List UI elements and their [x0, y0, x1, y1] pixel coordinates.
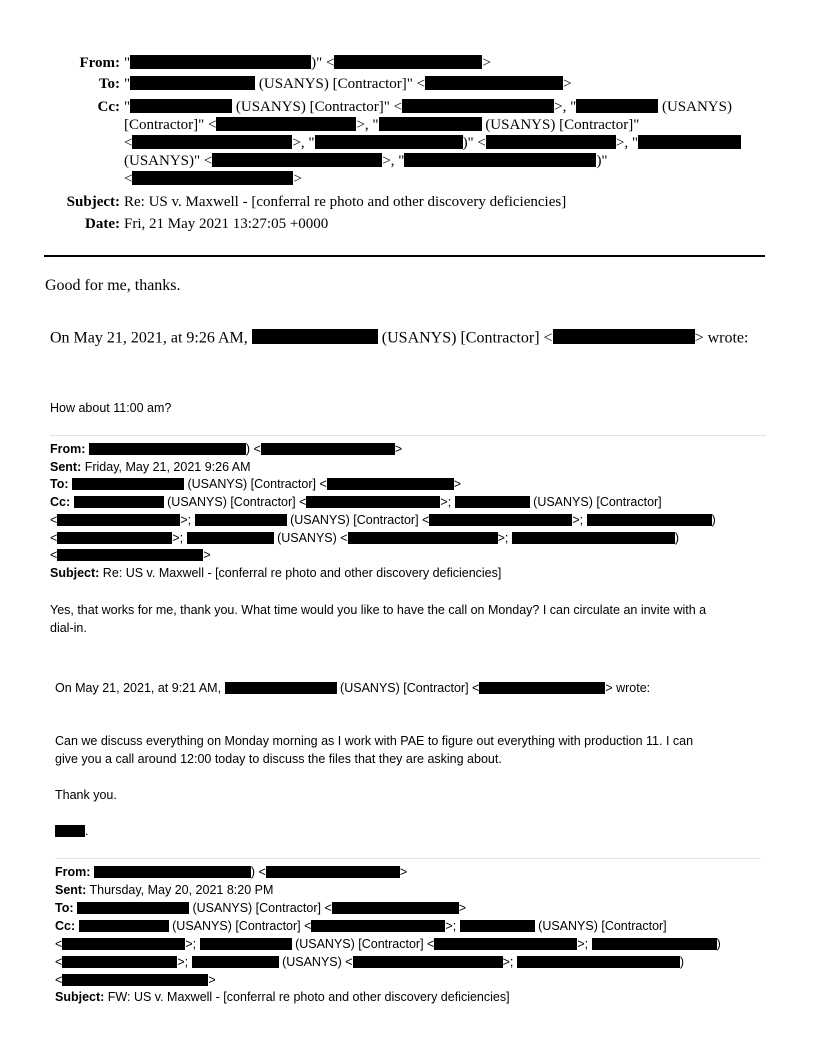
redaction — [486, 135, 616, 149]
msg1-cc-4: < > — [50, 548, 211, 562]
msg3-cc-4: < > — [55, 973, 216, 987]
msg1-subject: Subject: Re: US v. Maxwell - [conferral re photo and other discovery deficiencies] — [50, 566, 502, 580]
msg2-signature: . — [55, 822, 88, 840]
redaction — [402, 99, 554, 113]
redaction — [512, 532, 675, 544]
redaction — [517, 956, 680, 968]
redaction — [638, 135, 741, 149]
msg1-sent: Sent: Friday, May 21, 2021 9:26 AM — [50, 460, 251, 474]
redaction — [379, 117, 482, 131]
date-value: Fri, 21 May 2021 13:27:05 +0000 — [124, 216, 329, 232]
msg1-from: From: ) < > — [50, 442, 403, 456]
quoted-intro-1: On May 21, 2021, at 9:26 AM, (USANYS) [Contractor] < > wrote: — [50, 329, 749, 347]
redaction — [94, 866, 251, 878]
redaction — [348, 532, 498, 544]
redaction — [576, 99, 658, 113]
redaction — [332, 902, 459, 914]
redaction — [266, 866, 400, 878]
redaction — [261, 443, 395, 455]
cc-line-3: < >, " )" < >, " — [124, 134, 741, 152]
msg2-thanks: Thank you. — [55, 788, 117, 802]
redaction — [311, 920, 445, 932]
msg1-cc-3: < >; (USANYS) < >; ) — [50, 531, 680, 545]
msg3-cc-3: < >; (USANYS) < >; ) — [55, 955, 685, 969]
redaction — [216, 117, 356, 131]
redaction — [79, 920, 169, 932]
redaction — [192, 956, 279, 968]
redaction — [132, 171, 293, 185]
redaction — [455, 496, 530, 508]
msg1-body-1: Yes, that works for me, thank you. What time would you like to have the call on Monday? I can circulate an invite with a — [50, 603, 707, 617]
redaction — [592, 938, 717, 950]
redaction — [130, 55, 311, 69]
redaction — [434, 938, 577, 950]
redaction — [74, 496, 164, 508]
msg1-body-2: dial-in. — [50, 621, 87, 635]
quoted-intro-2: On May 21, 2021, at 9:21 AM, (USANYS) [Contractor] < > wrote: — [55, 681, 651, 695]
msg3-cc-2: < >; (USANYS) [Contractor] < >; ) — [55, 937, 721, 951]
redaction — [132, 135, 292, 149]
subject-value: Re: US v. Maxwell - [conferral re photo and other discovery deficiencies] — [124, 194, 567, 210]
header-divider — [44, 255, 765, 257]
redaction — [72, 478, 184, 490]
msg3-cc-1: Cc: (USANYS) [Contractor] < >; (USANYS) [Contractor] — [55, 919, 667, 933]
redaction — [130, 99, 232, 113]
redaction — [57, 514, 180, 526]
redaction — [315, 135, 463, 149]
cc-line-2: [Contractor]" < >, " (USANYS) [Contractor]" — [124, 117, 640, 133]
redaction — [587, 514, 712, 526]
from-value: " )" < > — [124, 55, 491, 71]
cc-line-4: (USANYS)" < >, " )" — [124, 153, 608, 169]
msg3-sent: Sent: Thursday, May 20, 2021 8:20 PM — [55, 883, 274, 897]
redaction — [425, 76, 563, 90]
redaction — [212, 153, 382, 167]
redaction — [252, 329, 378, 344]
to-value: " (USANYS) [Contractor]" < > — [124, 76, 572, 92]
redaction — [62, 938, 185, 950]
msg1-to: To: (USANYS) [Contractor] < > — [50, 477, 462, 491]
redaction — [225, 682, 337, 694]
redaction — [353, 956, 503, 968]
separator — [50, 435, 766, 436]
redaction — [200, 938, 292, 950]
redaction — [195, 514, 287, 526]
redaction — [89, 443, 246, 455]
redaction — [62, 974, 208, 986]
redaction — [55, 825, 85, 837]
msg1-cc-1: Cc: (USANYS) [Contractor] < >; (USANYS) [Contractor] — [50, 495, 662, 509]
reply-text: Good for me, thanks. — [45, 277, 181, 294]
redaction — [334, 55, 482, 69]
redaction — [479, 682, 605, 694]
how-about-text: How about 11:00 am? — [50, 401, 172, 415]
redaction — [187, 532, 274, 544]
cc-line-1: " (USANYS) [Contractor]" < >, " (USANYS) — [124, 99, 732, 115]
msg2-body-2: give you a call around 12:00 today to discuss the files that they are asking about. — [55, 752, 502, 766]
msg3-subject: Subject: FW: US v. Maxwell - [conferral re photo and other discovery deficiencies] — [55, 990, 510, 1004]
redaction — [553, 329, 695, 344]
redaction — [404, 153, 596, 167]
msg1-cc-2: < >; (USANYS) [Contractor] < >; ) — [50, 513, 716, 527]
redaction — [62, 956, 177, 968]
msg2-body-1: Can we discuss everything on Monday morning as I work with PAE to figure out everything with production 11. I can — [55, 734, 694, 748]
msg3-to: To: (USANYS) [Contractor] < > — [55, 901, 467, 915]
redaction — [77, 902, 189, 914]
redaction — [130, 76, 255, 90]
redaction — [327, 478, 454, 490]
msg3-from: From: ) < > — [55, 865, 408, 879]
redaction — [306, 496, 440, 508]
redaction — [429, 514, 572, 526]
cc-line-5: < > — [124, 171, 302, 187]
redaction — [460, 920, 535, 932]
separator — [55, 858, 761, 859]
redaction — [57, 532, 172, 544]
redaction — [57, 549, 203, 561]
